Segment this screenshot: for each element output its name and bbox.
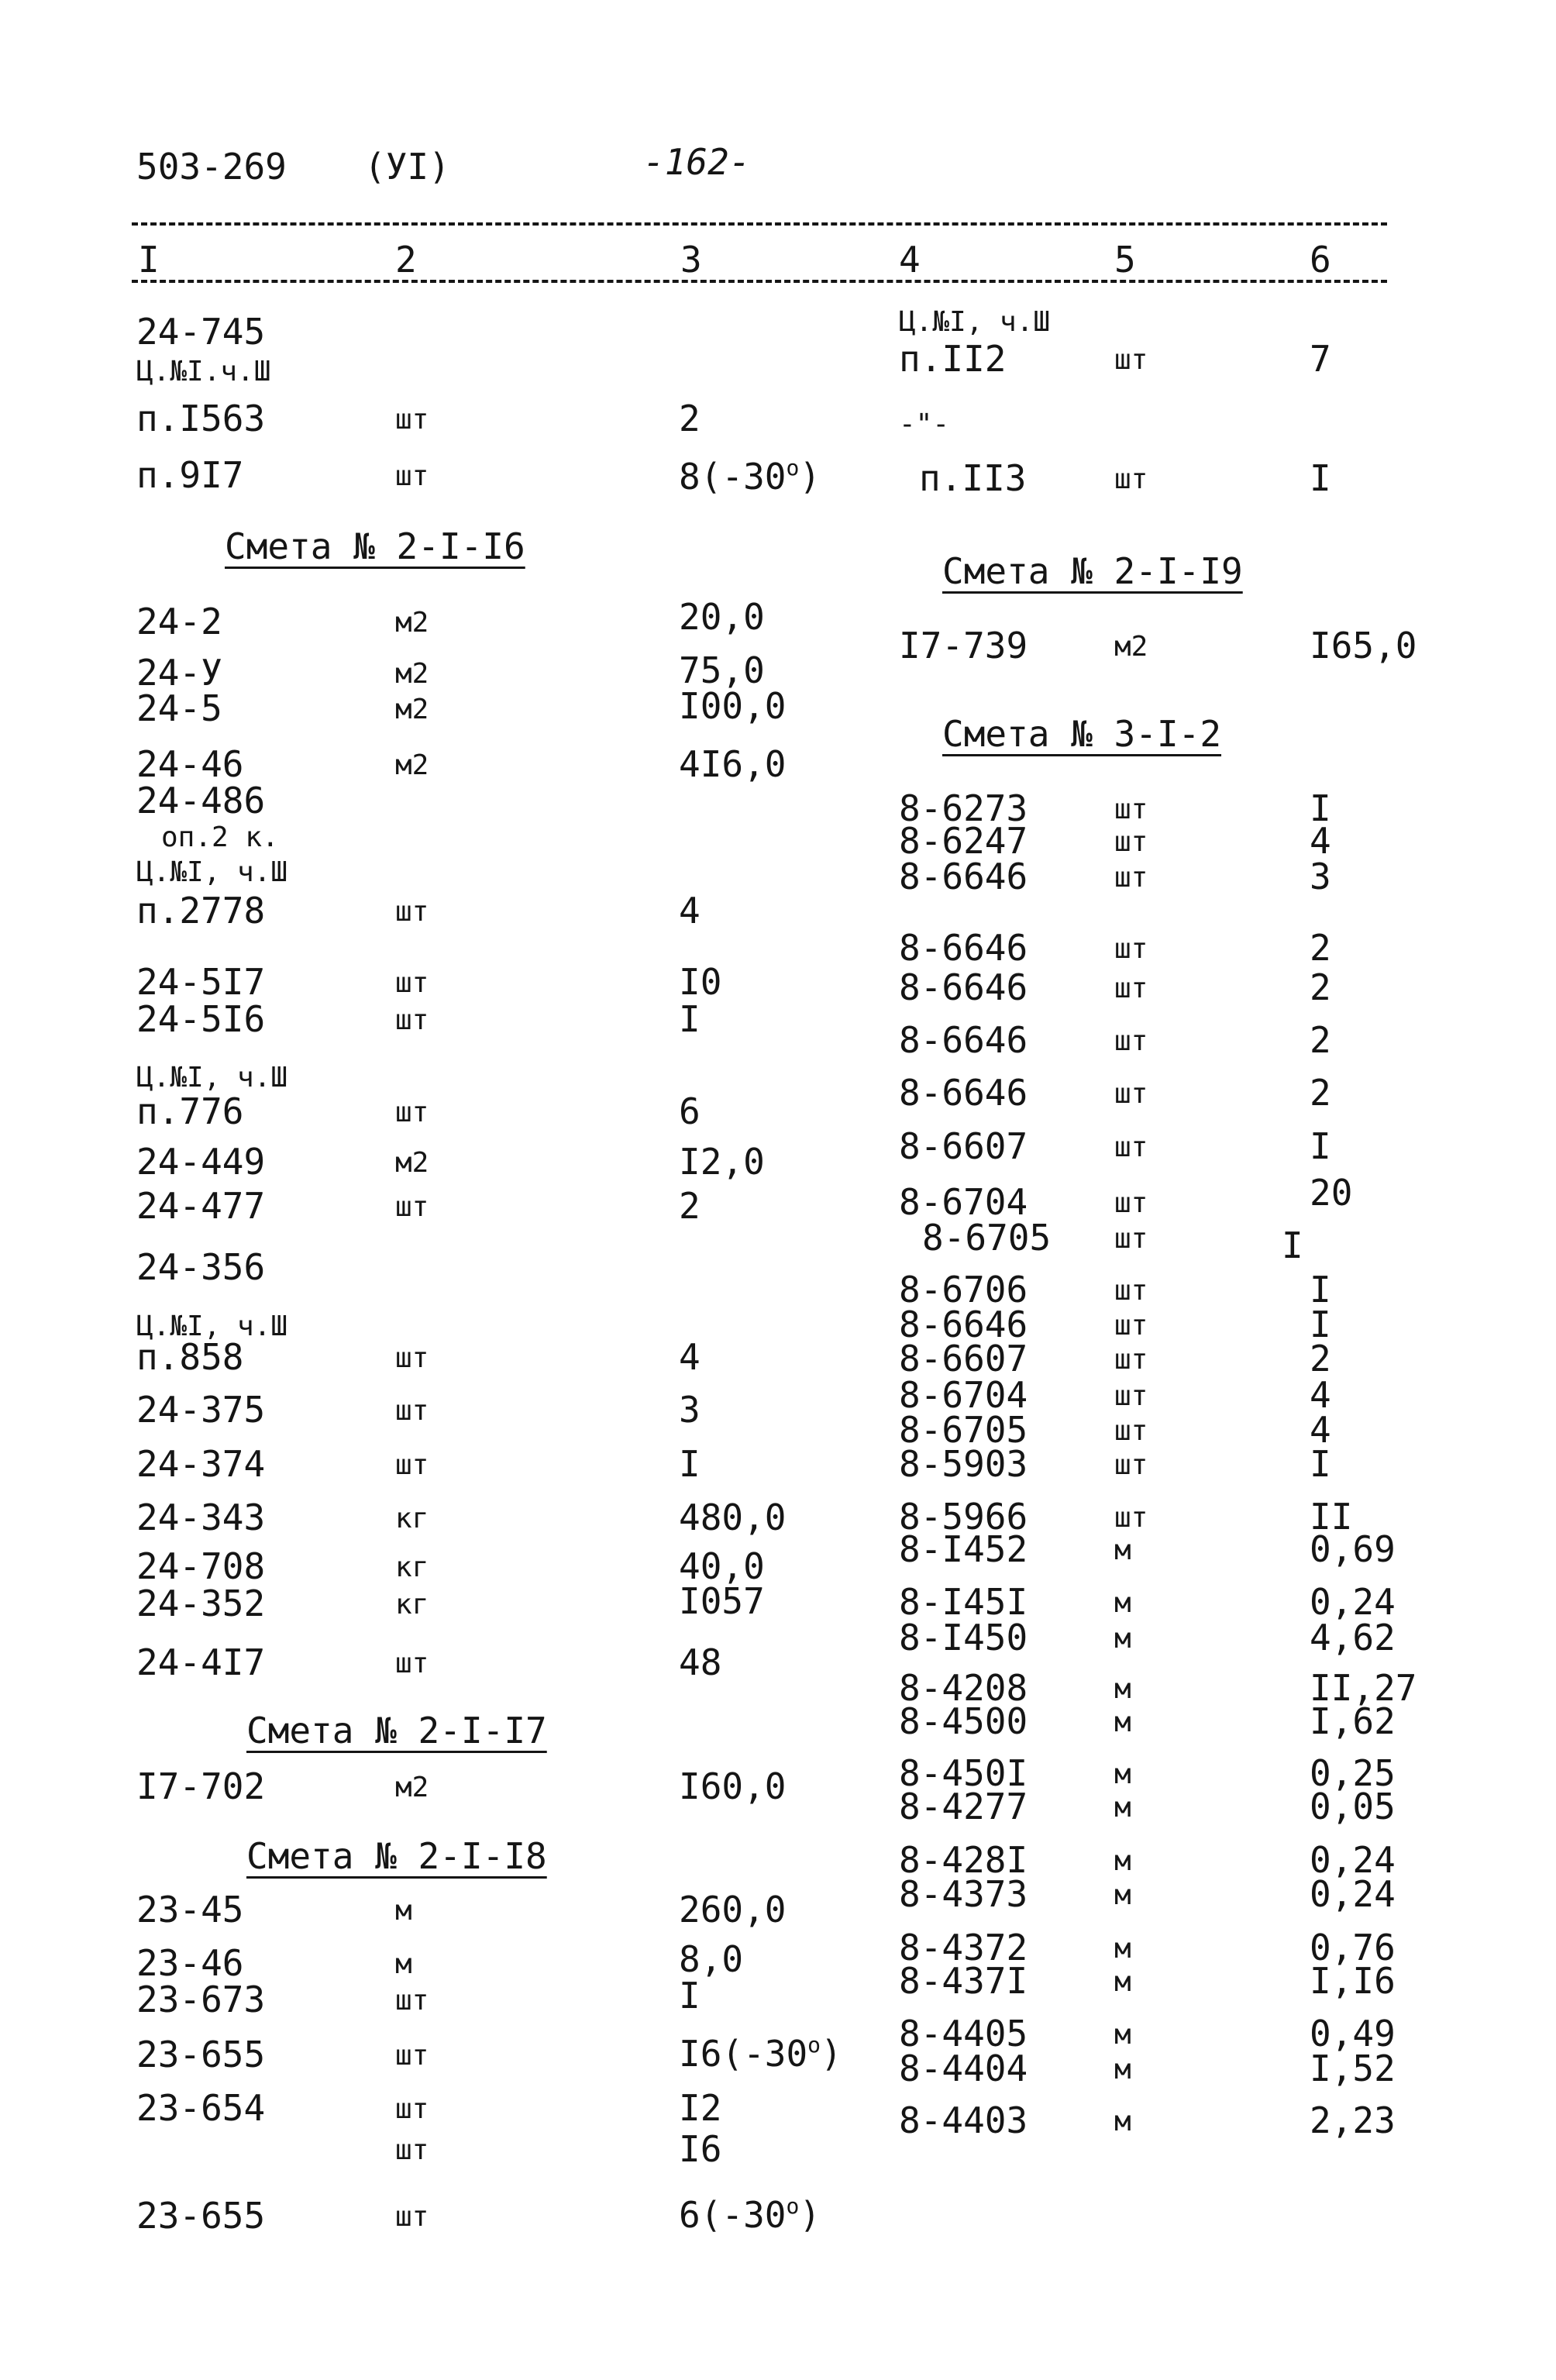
- table-row: 23-655: [136, 2034, 266, 2075]
- table-row-unit: м: [1114, 1845, 1131, 1877]
- table-row: п.9I7: [136, 454, 244, 496]
- table-row-code: 8-6704: [899, 1374, 1028, 1416]
- table-row: I: [1310, 457, 1331, 499]
- table-row: п.858: [136, 1336, 244, 1378]
- table-row: п.776: [136, 1090, 244, 1132]
- table-row: I00,0: [679, 685, 787, 727]
- table-row-unit: шт: [1114, 1380, 1148, 1412]
- table-row: 2: [679, 1185, 701, 1227]
- table-row-code: 8-5966: [899, 1496, 1028, 1538]
- table-row: I2: [679, 2087, 722, 2129]
- table-row: I60,0: [679, 1765, 787, 1807]
- table-row: шт: [1114, 463, 1148, 495]
- table-row-unit: шт: [1114, 1223, 1148, 1255]
- table-row-unit: шт: [1114, 862, 1148, 894]
- table-row-code: 8-4277: [899, 1786, 1028, 1827]
- table-row: I6: [679, 2128, 722, 2170]
- table-row-qty: I: [1310, 1125, 1331, 1167]
- table-row: 24-356: [136, 1246, 266, 1288]
- table-row: шт: [1114, 344, 1148, 376]
- table-row: 23-46: [136, 1942, 244, 1984]
- column-header-3: 3: [680, 239, 702, 281]
- table-row-qty: II: [1310, 1496, 1353, 1538]
- table-row-qty: I,I6: [1310, 1960, 1396, 2002]
- table-row-unit: м: [1114, 1792, 1131, 1824]
- column-header-6: 6: [1310, 239, 1331, 281]
- table-row-unit: шт: [1114, 826, 1148, 858]
- table-row-unit: шт: [1114, 933, 1148, 965]
- table-row-code: 8-I45I: [899, 1581, 1028, 1623]
- table-row: Ц.№I.ч.Ш: [136, 356, 271, 387]
- table-row-qty: 2: [1310, 927, 1331, 969]
- table-row-qty: I: [1310, 1269, 1331, 1311]
- table-row: 7: [1310, 338, 1331, 380]
- table-row: шт: [395, 1191, 429, 1223]
- table-row: I6(-30$^o$): [679, 2032, 842, 2075]
- table-row-code: 8-6646: [899, 966, 1028, 1008]
- table-row-unit: м: [1114, 1673, 1131, 1705]
- table-row-code: 8-4500: [899, 1700, 1028, 1742]
- table-row-code: 8-6704: [899, 1181, 1028, 1223]
- table-row: 6: [679, 1090, 701, 1132]
- table-row: п.II3: [919, 457, 1027, 499]
- table-row-qty: I: [1282, 1224, 1303, 1266]
- table-row: шт: [395, 2040, 429, 2072]
- table-row: шт: [395, 2093, 429, 2125]
- table-row: шт: [395, 967, 429, 999]
- table-row-qty: 0,76: [1310, 1927, 1396, 1968]
- table-row: I7-702: [136, 1765, 266, 1807]
- table-row-code: 8-6646: [899, 1072, 1028, 1114]
- section-title: Смета № 2-I-I7: [246, 1710, 547, 1751]
- table-row: I7-739: [899, 625, 1028, 666]
- table-row-code: 8-I452: [899, 1528, 1028, 1570]
- table-row-code: 8-6706: [899, 1269, 1028, 1311]
- table-row: шт: [395, 1648, 429, 1679]
- table-row-qty: 0,05: [1310, 1786, 1396, 1827]
- table-row: 2: [679, 398, 701, 439]
- table-row-code: 8-4403: [899, 2099, 1028, 2141]
- table-row: 40,0: [679, 1545, 765, 1587]
- table-row-unit: шт: [1114, 1502, 1148, 1534]
- table-row: шт: [395, 2201, 429, 2233]
- table-row-unit: м: [1114, 1623, 1131, 1655]
- table-row: 24-374: [136, 1443, 266, 1485]
- table-row-unit: м: [1114, 2054, 1131, 2086]
- table-row: 24-5I7: [136, 961, 266, 1003]
- table-row-qty: 3: [1310, 856, 1331, 897]
- table-row-code: 8-6705: [899, 1409, 1028, 1451]
- table-row-unit: шт: [1114, 1310, 1148, 1342]
- table-row-qty: 2: [1310, 1072, 1331, 1114]
- table-row: I: [679, 998, 701, 1040]
- table-row: 8,0: [679, 1938, 744, 1980]
- table-row: шт: [395, 404, 429, 436]
- table-row: кг: [395, 1552, 429, 1583]
- table-row: шт: [395, 1449, 429, 1481]
- table-row-qty: I,62: [1310, 1700, 1396, 1742]
- table-row: 4I6,0: [679, 743, 787, 785]
- section-title: Смета № 3-I-2: [942, 713, 1222, 755]
- table-row: 6(-30$^o$): [679, 2193, 821, 2236]
- table-row: 23-655: [136, 2195, 266, 2237]
- table-row-unit: м: [1114, 1933, 1131, 1965]
- table-row: 24-486: [136, 780, 266, 821]
- table-row: шт: [395, 1342, 429, 1374]
- table-row: 3: [679, 1389, 701, 1431]
- table-row: 4: [679, 1336, 701, 1378]
- table-row: шт: [395, 1004, 429, 1036]
- table-row: 24-5: [136, 687, 222, 729]
- table-row-unit: м: [1114, 1758, 1131, 1790]
- table-row: 260,0: [679, 1889, 787, 1931]
- table-row-code: 8-6646: [899, 927, 1028, 969]
- table-row: 24-449: [136, 1141, 266, 1183]
- table-row-qty: 0,24: [1310, 1873, 1396, 1915]
- table-row-qty: 2: [1310, 966, 1331, 1008]
- table-row: Ц.№I, ч.Ш: [136, 856, 288, 888]
- doc-part: (УI): [364, 146, 450, 188]
- table-row: 24-5I6: [136, 998, 266, 1040]
- table-row-qty: I,52: [1310, 2048, 1396, 2089]
- table-row-qty: 4: [1310, 1409, 1331, 1451]
- table-row: I057: [679, 1580, 765, 1622]
- table-row-qty: 4: [1310, 820, 1331, 862]
- table-row-qty: 2: [1310, 1338, 1331, 1379]
- table-row-qty: I: [1310, 787, 1331, 829]
- table-row: 24-708: [136, 1545, 266, 1587]
- table-row-code: 8-4208: [899, 1667, 1028, 1709]
- table-row-code: 8-450I: [899, 1752, 1028, 1794]
- table-row-unit: м: [1114, 1879, 1131, 1911]
- table-row: п.I563: [136, 398, 266, 439]
- table-row-qty: 0,25: [1310, 1752, 1396, 1794]
- table-row-code: 8-437I: [899, 1960, 1028, 2002]
- table-row: I: [679, 1975, 701, 2017]
- table-row: кг: [395, 1503, 429, 1534]
- table-row-unit: шт: [1114, 1344, 1148, 1376]
- table-row: шт: [395, 896, 429, 928]
- table-row: 24-477: [136, 1185, 266, 1227]
- table-row-unit: шт: [1114, 1449, 1148, 1481]
- table-row: шт: [395, 1985, 429, 2017]
- table-row: I: [679, 1443, 701, 1485]
- table-row: I0: [679, 961, 722, 1003]
- table-row: 8(-30$^o$): [679, 455, 821, 498]
- table-row-code: 8-4372: [899, 1927, 1028, 1968]
- table-row: шт: [395, 2134, 429, 2166]
- table-row: Ц.№I, ч.Ш: [136, 1311, 288, 1342]
- table-row-qty: 0,24: [1310, 1839, 1396, 1881]
- table-row-qty: 0,69: [1310, 1528, 1396, 1570]
- table-row: м2: [395, 694, 429, 725]
- table-row-code: 8-6646: [899, 1019, 1028, 1061]
- column-header-1: I: [138, 239, 160, 281]
- table-row-code: 8-6247: [899, 820, 1028, 862]
- table-row: кг: [395, 1589, 429, 1621]
- section-title: Смета № 2-I-I8: [246, 1835, 547, 1877]
- table-row-unit: шт: [1114, 973, 1148, 1004]
- table-row-unit: м: [1114, 2106, 1131, 2137]
- table-row: 480,0: [679, 1497, 787, 1538]
- table-row-unit: шт: [1114, 1415, 1148, 1447]
- column-header-4: 4: [899, 239, 921, 281]
- table-row: оп.2 к.: [161, 821, 279, 853]
- table-row: м2: [395, 1772, 429, 1803]
- table-row: шт: [395, 1097, 429, 1128]
- doc-code: 503-269: [136, 146, 287, 188]
- table-row: м2: [1114, 631, 1148, 663]
- table-row: I65,0: [1310, 625, 1417, 666]
- table-row: Ц.№I, ч.Ш: [136, 1062, 288, 1094]
- table-row: -"-: [899, 408, 950, 440]
- table-row-qty: 20: [1310, 1172, 1353, 1214]
- table-row-qty: 0,49: [1310, 2013, 1396, 2055]
- table-row: м2: [395, 1147, 429, 1179]
- table-row: 23-673: [136, 1979, 266, 2020]
- table-row: 23-654: [136, 2087, 266, 2129]
- table-row-code: 8-5903: [899, 1443, 1028, 1485]
- table-row-unit: м: [1114, 2019, 1131, 2051]
- table-row-qty: 4: [1310, 1374, 1331, 1416]
- table-row-qty: 4,62: [1310, 1617, 1396, 1658]
- table-row-code: 8-6273: [899, 787, 1028, 829]
- table-row-code: 8-6705: [922, 1217, 1052, 1259]
- table-row: 20,0: [679, 596, 765, 638]
- table-row-unit: м: [1114, 1534, 1131, 1566]
- table-row: 24-У: [136, 652, 222, 694]
- table-row-unit: шт: [1114, 794, 1148, 825]
- table-row-unit: м: [1114, 1707, 1131, 1738]
- table-row-unit: м: [1114, 1587, 1131, 1619]
- table-row-code: 8-6607: [899, 1125, 1028, 1167]
- table-row-qty: I: [1310, 1443, 1331, 1485]
- table-row-code: 8-4405: [899, 2013, 1028, 2055]
- table-row-qty: 2: [1310, 1019, 1331, 1061]
- table-row: 4: [679, 890, 701, 932]
- table-row: м2: [395, 658, 429, 690]
- table-row-code: 8-6607: [899, 1338, 1028, 1379]
- table-row: 24-375: [136, 1389, 266, 1431]
- table-row-qty: I: [1310, 1304, 1331, 1345]
- page-number: -162-: [643, 141, 751, 183]
- table-row: 75,0: [679, 649, 765, 691]
- table-row-unit: шт: [1114, 1131, 1148, 1163]
- table-row-qty: 0,24: [1310, 1581, 1396, 1623]
- table-row: 24-352: [136, 1583, 266, 1624]
- table-row: м: [395, 1895, 412, 1927]
- column-header-2: 2: [395, 239, 417, 281]
- table-row-unit: шт: [1114, 1078, 1148, 1110]
- table-row-qty: 2,23: [1310, 2099, 1396, 2141]
- table-row-code: 8-4373: [899, 1873, 1028, 1915]
- table-row-unit: шт: [1114, 1025, 1148, 1057]
- table-row-unit: шт: [1114, 1187, 1148, 1219]
- table-row-code: 8-428I: [899, 1839, 1028, 1881]
- table-row-unit: м: [1114, 1966, 1131, 1998]
- table-row-code: 8-6646: [899, 856, 1028, 897]
- table-row: м2: [395, 749, 429, 781]
- table-row-code: 8-6646: [899, 1304, 1028, 1345]
- header-divider: [132, 222, 1387, 226]
- table-row: 23-45: [136, 1889, 244, 1931]
- table-row: п.II2: [899, 338, 1007, 380]
- section-title: Смета № 2-I-I6: [225, 525, 525, 567]
- table-row: Ц.№I, ч.Ш: [899, 306, 1051, 338]
- table-row-qty: II,27: [1310, 1667, 1417, 1709]
- column-header-5: 5: [1114, 239, 1136, 281]
- table-row-code: 8-4404: [899, 2048, 1028, 2089]
- table-row: м2: [395, 607, 429, 639]
- table-row: 24-343: [136, 1497, 266, 1538]
- table-row-unit: шт: [1114, 1275, 1148, 1307]
- table-row-code: 8-I450: [899, 1617, 1028, 1658]
- table-row: 48: [679, 1641, 722, 1683]
- table-row: 24-46: [136, 743, 244, 785]
- table-row: I2,0: [679, 1141, 765, 1183]
- table-row: шт: [395, 1395, 429, 1427]
- table-row: 24-745: [136, 311, 266, 353]
- table-row: 24-4I7: [136, 1641, 266, 1683]
- table-row: 24-2: [136, 601, 222, 642]
- table-row: м: [395, 1948, 412, 1980]
- table-row: шт: [395, 460, 429, 492]
- column-header-divider: [132, 280, 1387, 283]
- section-title: Смета № 2-I-I9: [942, 550, 1243, 592]
- table-row: п.2778: [136, 890, 266, 932]
